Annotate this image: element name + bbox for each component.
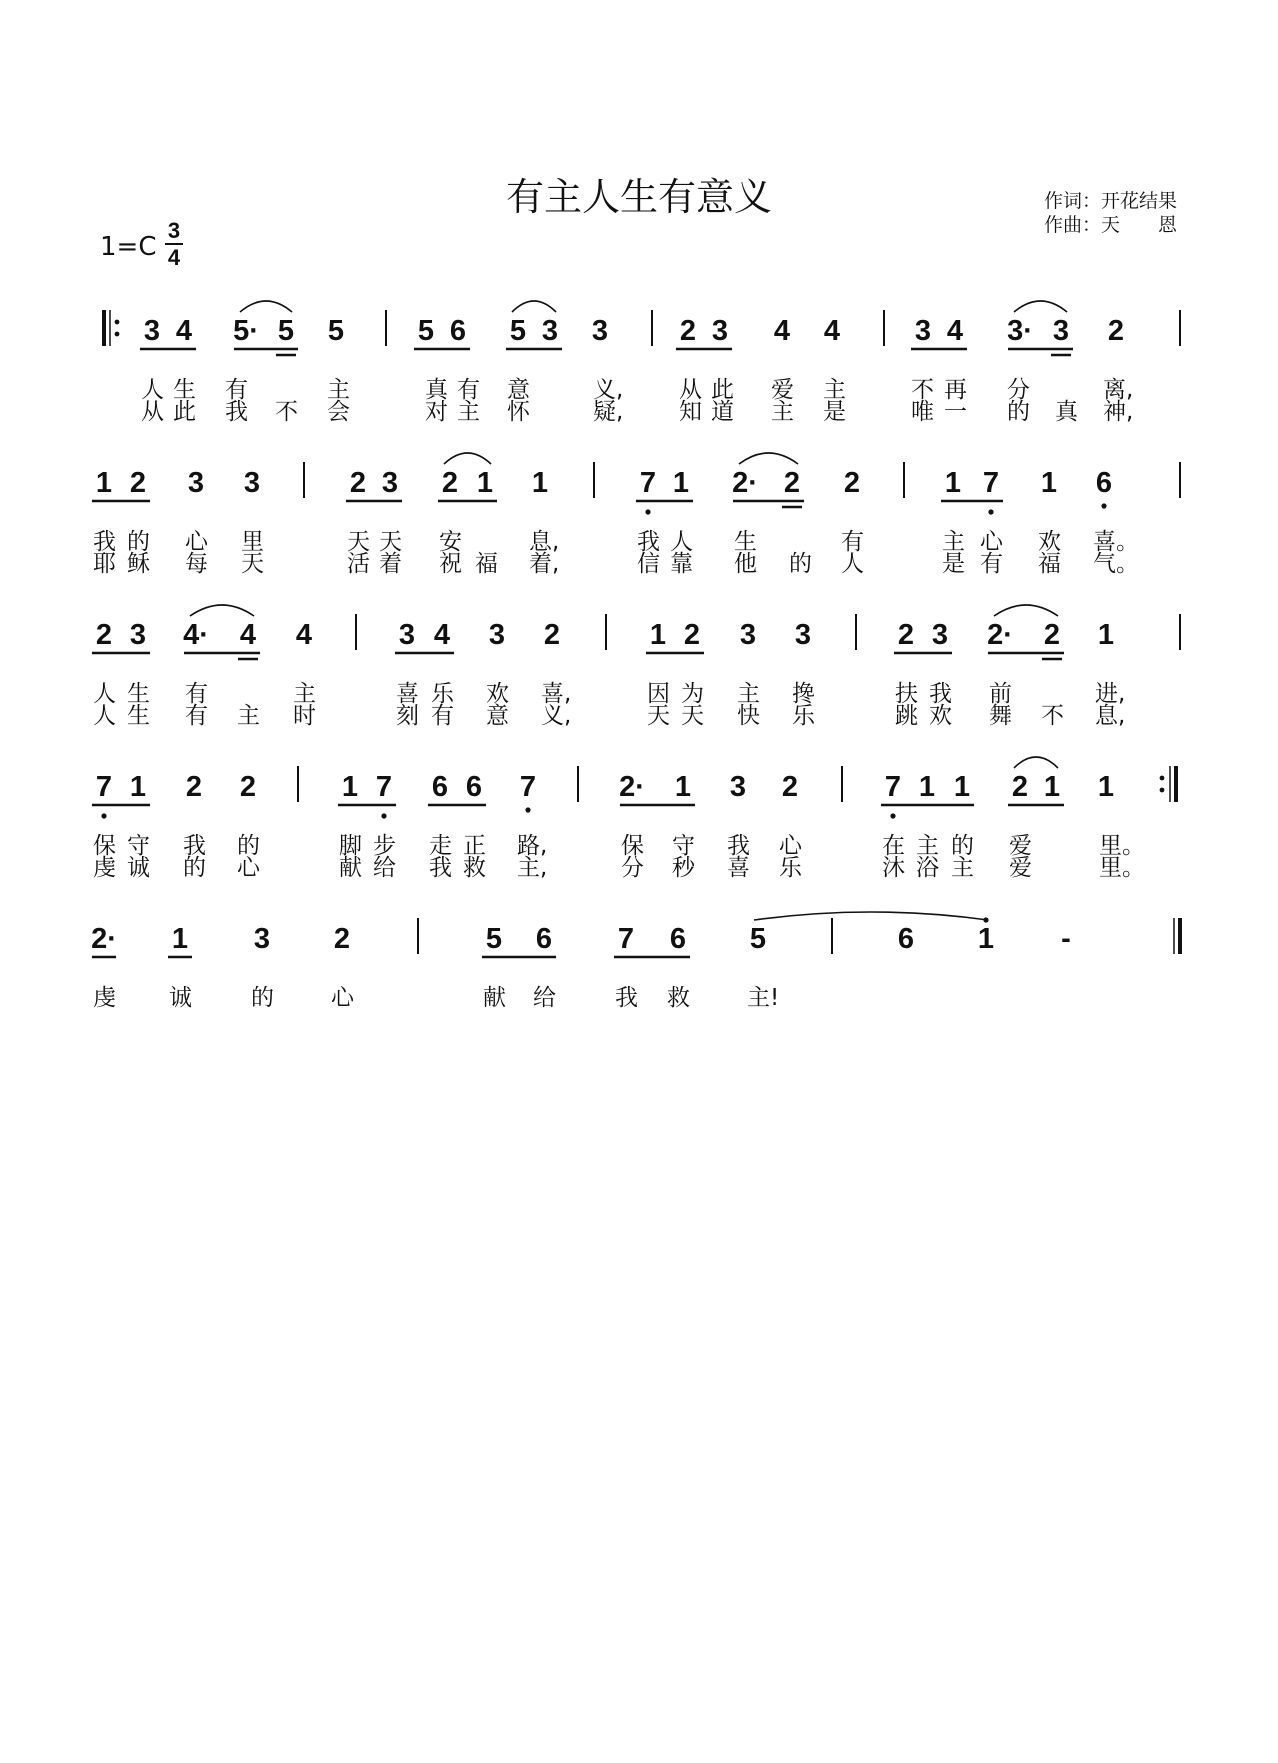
lyric-verse2: 救	[463, 855, 486, 881]
note: 2	[129, 467, 147, 499]
lyric-verse1: 有	[185, 681, 208, 707]
note: 3	[129, 619, 147, 651]
lyric-verse2: 刻	[396, 703, 419, 729]
note: 3·	[1007, 315, 1033, 347]
slur	[240, 301, 292, 312]
note: 4	[175, 315, 193, 347]
lyric-verse1: 有	[841, 529, 864, 555]
lyric-verse2: 怀	[507, 399, 530, 425]
lyric-verse1: 不	[911, 377, 934, 403]
lyric-verse2: 不	[1041, 703, 1064, 729]
note: 5	[749, 923, 767, 955]
lyric-verse1: 有	[225, 377, 248, 403]
note: 1	[977, 923, 995, 955]
lyric-verse2: 跳	[895, 703, 918, 729]
lyric-verse1: 安	[439, 529, 462, 555]
slur	[1014, 301, 1067, 312]
octave-dot-low	[645, 509, 650, 514]
lyric-verse1: 天	[347, 529, 370, 555]
note: 2	[95, 619, 113, 651]
note: 6	[1095, 467, 1113, 499]
lyric-verse2: 主,	[517, 855, 548, 881]
lyric-verse2: 快	[737, 703, 760, 729]
lyric-verse1: 搀	[792, 681, 815, 707]
note: 2	[349, 467, 367, 499]
lyric-verse2: 主	[237, 703, 260, 729]
repeat-dot	[1160, 776, 1165, 781]
lyric-verse2: 主	[951, 855, 974, 881]
lyric-verse1: 分	[1007, 377, 1030, 403]
note: 7	[982, 467, 1000, 499]
lyric-verse1: 的	[251, 985, 274, 1011]
lyric-verse1: 息,	[529, 529, 560, 555]
lyric-verse1: 离,	[1103, 377, 1134, 403]
slur	[1014, 757, 1058, 768]
note: 2	[441, 467, 459, 499]
lyric-verse1: 有	[457, 377, 480, 403]
note: 4	[823, 315, 841, 347]
note: 4	[239, 619, 257, 651]
lyric-verse1: 我	[727, 833, 750, 859]
slur	[754, 912, 988, 920]
note: 2·	[91, 923, 117, 955]
lyric-verse1: 主	[823, 377, 846, 403]
slur	[994, 605, 1058, 616]
lyric-verse2: 是	[942, 551, 965, 577]
lyric-verse2: 有	[185, 703, 208, 729]
lyric-verse1: 生	[127, 681, 150, 707]
note: 5	[277, 315, 295, 347]
lyric-verse1: 爱	[771, 377, 794, 403]
note: 2·	[987, 619, 1013, 651]
note: 1	[1043, 771, 1061, 803]
lyric-verse1: 救	[667, 985, 690, 1011]
lyric-verse1: 献	[483, 985, 506, 1011]
lyric-verse1: 心	[331, 985, 354, 1011]
slur	[190, 605, 254, 616]
lyric-verse1: 步	[373, 833, 396, 859]
lyric-verse2: 的	[183, 855, 206, 881]
note: 2	[683, 619, 701, 651]
lyric-verse2: 乐	[792, 703, 815, 729]
note: 4	[946, 315, 964, 347]
note: -	[1061, 923, 1071, 955]
lyric-verse2: 虔	[93, 855, 116, 881]
time-signature-top: 3	[167, 218, 181, 243]
note: 3	[381, 467, 399, 499]
note: 3	[931, 619, 949, 651]
note: 2	[543, 619, 561, 651]
lyric-verse2: 天	[681, 703, 704, 729]
lyric-verse1: 喜,	[541, 681, 572, 707]
note: 3	[1052, 315, 1070, 347]
lyric-verse1: 欢	[486, 681, 509, 707]
note: 1	[1097, 619, 1115, 651]
lyric-verse2: 给	[373, 855, 396, 881]
repeat-dot	[115, 332, 120, 337]
note: 1	[341, 771, 359, 803]
note: 2	[1107, 315, 1125, 347]
octave-dot-low	[890, 813, 895, 818]
note: 1	[953, 771, 971, 803]
lyric-verse1: 主	[916, 833, 939, 859]
key-signature: 1=C	[100, 232, 157, 262]
lyric-verse2: 会	[327, 399, 350, 425]
lyric-verse2: 福	[475, 551, 498, 577]
lyric-verse2: 福	[1038, 551, 1061, 577]
lyric-verse1: 主	[942, 529, 965, 555]
composer-credit: 作曲：天 恩	[1044, 214, 1178, 236]
lyric-verse2: 分	[621, 855, 644, 881]
lyric-verse2: 喜	[727, 855, 750, 881]
note: 3	[187, 467, 205, 499]
lyric-verse1: 扶	[895, 681, 918, 707]
octave-dot-low	[525, 807, 530, 812]
lyric-verse2: 知	[679, 399, 702, 425]
lyric-verse1: 里。	[1099, 833, 1145, 859]
note: 1	[944, 467, 962, 499]
lyric-verse1: 欢	[1038, 529, 1061, 555]
note: 1	[531, 467, 549, 499]
lyric-verse2: 我	[225, 399, 248, 425]
note: 6	[431, 771, 449, 803]
lyric-verse2: 有	[431, 703, 454, 729]
note: 7	[519, 771, 537, 803]
note: 2	[239, 771, 257, 803]
lyric-verse2: 不	[275, 399, 298, 425]
note: 2	[1043, 619, 1061, 651]
note: 5	[485, 923, 503, 955]
lyric-verse2: 息,	[1095, 703, 1126, 729]
note: 4	[295, 619, 313, 651]
lyric-verse2: 信	[637, 551, 660, 577]
lyric-verse2: 一	[944, 399, 967, 425]
lyric-verse1: 保	[93, 833, 116, 859]
lyric-verse1: 爱	[1009, 833, 1032, 859]
lyric-verse2: 活	[347, 551, 370, 577]
lyric-verse2: 着,	[529, 551, 560, 577]
slur	[444, 453, 491, 464]
note: 2	[781, 771, 799, 803]
note: 2	[897, 619, 915, 651]
slur	[739, 453, 798, 464]
note: 2·	[732, 467, 758, 499]
note: 3	[711, 315, 729, 347]
lyric-verse1: 生	[173, 377, 196, 403]
lyric-verse2: 浴	[916, 855, 939, 881]
lyric-verse1: 意	[507, 377, 530, 403]
lyric-verse1: 守	[127, 833, 150, 859]
lyric-verse2: 里。	[1099, 855, 1145, 881]
octave-dot-low	[1101, 503, 1106, 508]
note: 1	[649, 619, 667, 651]
lyricist-credit: 作词：开花结果	[1044, 190, 1178, 212]
lyric-verse1: 主	[737, 681, 760, 707]
lyric-verse1: 在	[882, 833, 905, 859]
lyric-verse1: 我	[637, 529, 660, 555]
note: 6	[897, 923, 915, 955]
note: 1	[476, 467, 494, 499]
slur	[512, 301, 556, 312]
lyric-verse2: 意	[486, 703, 509, 729]
lyric-verse1: 义,	[593, 377, 624, 403]
lyric-verse2: 沐	[882, 855, 905, 881]
lyric-verse2: 气。	[1093, 551, 1139, 577]
note: 1	[95, 467, 113, 499]
lyric-verse2: 我	[429, 855, 452, 881]
lyric-verse1: 心	[185, 529, 208, 555]
lyric-verse1: 我	[929, 681, 952, 707]
lyric-verse2: 的	[1007, 399, 1030, 425]
lyric-verse1: 心	[779, 833, 802, 859]
note: 2	[679, 315, 697, 347]
lyric-verse2: 真	[1055, 399, 1078, 425]
note: 6	[535, 923, 553, 955]
note: 3	[739, 619, 757, 651]
lyric-verse2: 诚	[127, 855, 150, 881]
lyric-verse2: 天	[241, 551, 264, 577]
lyric-verse1: 人	[670, 529, 693, 555]
note: 3	[243, 467, 261, 499]
lyric-verse1: 走	[429, 833, 452, 859]
lyric-verse2: 有	[980, 551, 1003, 577]
lyric-verse1: 的	[127, 529, 150, 555]
note: 3	[591, 315, 609, 347]
note: 3	[794, 619, 812, 651]
note: 3	[398, 619, 416, 651]
lyric-verse1: 虔	[93, 985, 116, 1011]
note: 2	[1011, 771, 1029, 803]
note: 1	[129, 771, 147, 803]
lyric-verse2: 耶	[93, 551, 116, 577]
lyric-verse2: 生	[127, 703, 150, 729]
lyric-verse2: 欢	[929, 703, 952, 729]
lyric-verse2: 心	[237, 855, 260, 881]
lyric-verse1: 的	[237, 833, 260, 859]
lyric-verse1: 我	[183, 833, 206, 859]
lyric-verse1: 心	[980, 529, 1003, 555]
lyric-verse1: 乐	[431, 681, 454, 707]
note: 3	[488, 619, 506, 651]
note: 2	[185, 771, 203, 803]
lyric-verse1: 再	[944, 377, 967, 403]
lyric-verse2: 人	[93, 703, 116, 729]
lyric-verse2: 舞	[989, 703, 1012, 729]
note: 7	[884, 771, 902, 803]
lyric-verse2: 道	[711, 399, 734, 425]
note: 3	[541, 315, 559, 347]
note: 7	[617, 923, 635, 955]
lyric-verse1: 脚	[339, 833, 362, 859]
lyric-verse1: 主!	[747, 985, 780, 1011]
note: 2·	[619, 771, 645, 803]
note: 7	[639, 467, 657, 499]
lyric-verse1: 喜	[396, 681, 419, 707]
octave-dot-low	[988, 509, 993, 514]
note: 2	[783, 467, 801, 499]
lyric-verse1: 正	[463, 833, 486, 859]
note: 6	[449, 315, 467, 347]
lyric-verse1: 喜。	[1093, 529, 1139, 555]
lyric-verse1: 因	[647, 681, 670, 707]
lyric-verse1: 主	[293, 681, 316, 707]
lyric-verse1: 从	[679, 377, 702, 403]
lyric-verse1: 主	[327, 377, 350, 403]
lyric-verse2: 靠	[670, 551, 693, 577]
lyric-verse1: 生	[734, 529, 757, 555]
note: 1	[918, 771, 936, 803]
note: 7	[375, 771, 393, 803]
lyric-verse1: 真	[425, 377, 448, 403]
lyric-verse2: 着	[379, 551, 402, 577]
lyric-verse2: 此	[173, 399, 196, 425]
note: 3	[253, 923, 271, 955]
lyric-verse1: 里	[241, 529, 264, 555]
note: 1	[1097, 771, 1115, 803]
lyric-verse1: 诚	[169, 985, 192, 1011]
lyric-verse2: 疑,	[593, 399, 624, 425]
note: 4·	[183, 619, 209, 651]
lyric-verse1: 守	[672, 833, 695, 859]
note: 3	[143, 315, 161, 347]
lyric-verse2: 每	[185, 551, 208, 577]
lyric-verse2: 爱	[1009, 855, 1032, 881]
note: 2	[333, 923, 351, 955]
lyric-verse1: 的	[951, 833, 974, 859]
lyric-verse1: 进,	[1095, 681, 1126, 707]
note: 1	[672, 467, 690, 499]
note: 7	[95, 771, 113, 803]
note: 6	[669, 923, 687, 955]
lyric-verse1: 为	[681, 681, 704, 707]
lyric-verse1: 天	[379, 529, 402, 555]
note: 5	[327, 315, 345, 347]
lyric-verse2: 从	[141, 399, 164, 425]
note: 4	[773, 315, 791, 347]
lyric-verse2: 献	[339, 855, 362, 881]
lyric-verse2: 唯	[911, 399, 934, 425]
note: 1	[1040, 467, 1058, 499]
lyric-verse2: 天	[647, 703, 670, 729]
lyric-verse1: 路,	[517, 833, 548, 859]
lyric-verse1: 给	[533, 985, 556, 1011]
note: 6	[465, 771, 483, 803]
lyric-verse2: 秒	[672, 855, 695, 881]
lyric-verse2: 义,	[541, 703, 572, 729]
repeat-dot	[1160, 788, 1165, 793]
lyric-verse1: 我	[615, 985, 638, 1011]
lyric-verse2: 乐	[779, 855, 802, 881]
octave-dot-low	[101, 813, 106, 818]
lyric-verse2: 的	[789, 551, 812, 577]
lyric-verse2: 主	[457, 399, 480, 425]
note: 5	[509, 315, 527, 347]
note: 1	[674, 771, 692, 803]
lyric-verse2: 对	[425, 399, 448, 425]
note: 2	[843, 467, 861, 499]
repeat-dot	[115, 320, 120, 325]
lyric-verse1: 人	[93, 681, 116, 707]
lyric-verse1: 此	[711, 377, 734, 403]
octave-dot-low	[381, 813, 386, 818]
song-title: 有主人生有意义	[505, 175, 772, 219]
note: 1	[171, 923, 189, 955]
note: 5	[417, 315, 435, 347]
lyric-verse2: 时	[293, 703, 316, 729]
lyric-verse2: 稣	[127, 551, 150, 577]
lyric-verse1: 前	[989, 681, 1012, 707]
lyric-verse1: 保	[621, 833, 644, 859]
lyric-verse1: 人	[141, 377, 164, 403]
note: 3	[729, 771, 747, 803]
lyric-verse1: 我	[93, 529, 116, 555]
note: 5·	[233, 315, 259, 347]
time-signature-bottom: 4	[167, 245, 181, 270]
note: 3	[914, 315, 932, 347]
lyric-verse2: 神,	[1103, 399, 1134, 425]
lyric-verse2: 他	[734, 551, 757, 577]
lyric-verse2: 人	[841, 551, 864, 577]
lyric-verse2: 主	[771, 399, 794, 425]
note: 4	[433, 619, 451, 651]
lyric-verse2: 是	[823, 399, 846, 425]
lyric-verse2: 祝	[439, 551, 462, 577]
